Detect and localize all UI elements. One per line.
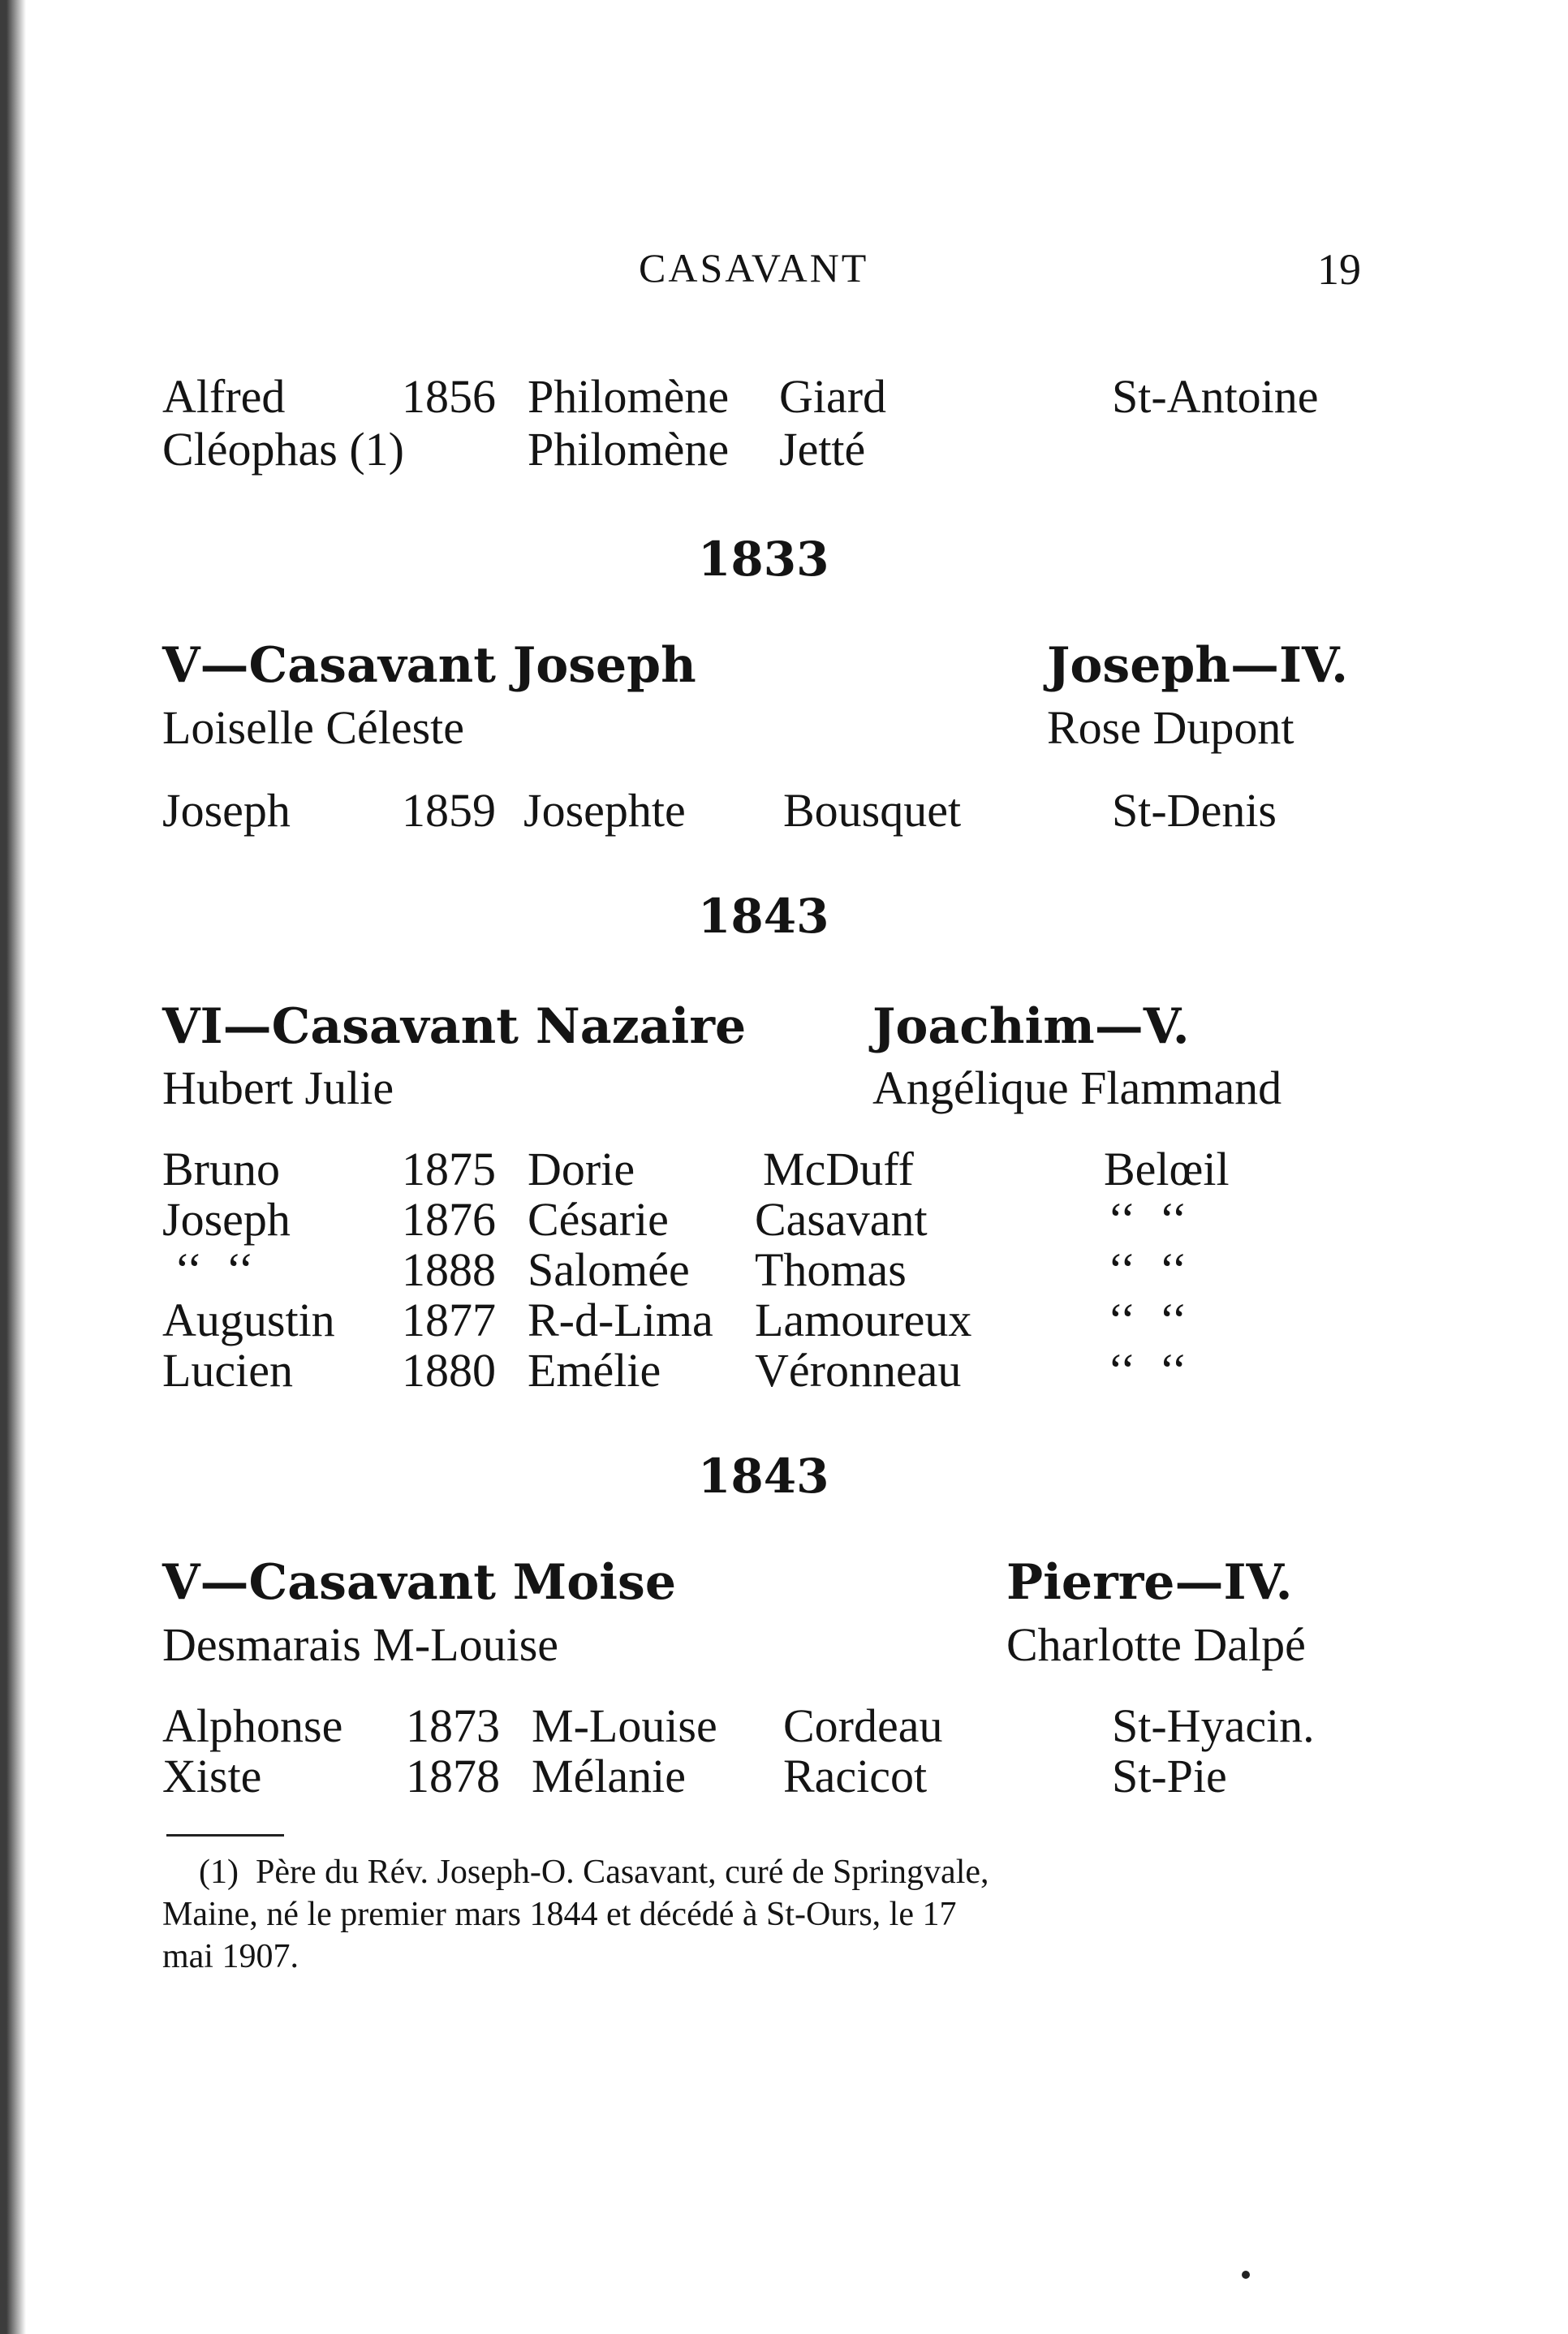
child-year: 1876 bbox=[402, 1193, 496, 1246]
child-name: Augustin bbox=[162, 1294, 335, 1346]
child-year: 1878 bbox=[406, 1750, 500, 1802]
footnote-rule bbox=[166, 1834, 284, 1837]
child-name-ditto: ‘‘ ‘‘ bbox=[174, 1243, 254, 1296]
child-year: 1888 bbox=[402, 1243, 496, 1296]
spouse-last: Racicot bbox=[783, 1750, 928, 1802]
spouse-last: Casavant bbox=[755, 1193, 928, 1246]
parish-ditto: ‘‘ ‘‘ bbox=[1108, 1243, 1187, 1296]
running-head: CASAVANT bbox=[639, 245, 869, 291]
mother-name: Rose Dupont bbox=[1047, 701, 1294, 754]
child-name: Xiste bbox=[162, 1750, 262, 1802]
child-name: Bruno bbox=[162, 1143, 280, 1195]
parish: St-Antoine bbox=[1112, 370, 1319, 423]
parish: St-Hyacin. bbox=[1112, 1699, 1315, 1752]
household-head: V—Casavant Joseph bbox=[162, 637, 696, 694]
spouse-first: Mélanie bbox=[532, 1750, 687, 1802]
spouse-first: Dorie bbox=[528, 1143, 635, 1195]
household-head: V—Casavant Moise bbox=[162, 1554, 676, 1611]
spouse-first: Philomène bbox=[528, 423, 730, 476]
footnote-line: Maine, né le premier mars 1844 et décédé à St-Ours, le 17 bbox=[162, 1896, 957, 1933]
spouse-last: Cordeau bbox=[783, 1699, 943, 1752]
page-number: 19 bbox=[1317, 245, 1361, 294]
child-name: Alphonse bbox=[162, 1699, 343, 1752]
spouse-last: Bousquet bbox=[783, 784, 962, 837]
parish-ditto: ‘‘ ‘‘ bbox=[1108, 1344, 1187, 1397]
spouse-first: M-Louise bbox=[532, 1699, 717, 1752]
section-year: 1833 bbox=[698, 532, 829, 587]
father-reference: Pierre—IV. bbox=[1006, 1554, 1293, 1611]
child-year: 1875 bbox=[402, 1143, 496, 1195]
print-speck bbox=[1242, 2271, 1250, 2279]
wife-name: Hubert Julie bbox=[162, 1061, 394, 1114]
spouse-first: Césarie bbox=[528, 1193, 669, 1246]
spouse-first: Josephte bbox=[523, 784, 686, 837]
mother-name: Charlotte Dalpé bbox=[1006, 1618, 1306, 1671]
child-year: 1877 bbox=[402, 1294, 496, 1346]
father-reference: Joachim—V. bbox=[872, 998, 1190, 1055]
parish: St-Denis bbox=[1112, 784, 1277, 837]
footnote-line: (1) Père du Rév. Joseph-O. Casavant, curé de Springvale, bbox=[199, 1854, 989, 1891]
spouse-first: Philomène bbox=[528, 370, 730, 423]
child-name: Lucien bbox=[162, 1344, 294, 1397]
parish-ditto: ‘‘ ‘‘ bbox=[1108, 1193, 1187, 1246]
section-year: 1843 bbox=[698, 1449, 829, 1504]
child-year: 1880 bbox=[402, 1344, 496, 1397]
spouse-last: Véronneau bbox=[755, 1344, 962, 1397]
child-name: Alfred bbox=[162, 370, 286, 423]
child-year: 1859 bbox=[402, 784, 496, 837]
spouse-last: Jetté bbox=[779, 423, 866, 476]
wife-name: Desmarais M-Louise bbox=[162, 1618, 559, 1671]
spouse-last: Giard bbox=[779, 370, 887, 423]
father-reference: Joseph—IV. bbox=[1047, 637, 1348, 694]
parish: St-Pie bbox=[1112, 1750, 1227, 1802]
footnote-line: mai 1907. bbox=[162, 1938, 299, 1975]
spouse-first: Salomée bbox=[528, 1243, 690, 1296]
book-spine-edge bbox=[0, 0, 32, 2334]
spouse-last: Lamoureux bbox=[755, 1294, 972, 1346]
household-head: VI—Casavant Nazaire bbox=[162, 998, 747, 1055]
child-name: Joseph bbox=[162, 1193, 291, 1246]
wife-name: Loiselle Céleste bbox=[162, 701, 465, 754]
child-year: 1856 bbox=[402, 370, 496, 423]
section-year: 1843 bbox=[698, 889, 829, 944]
child-name: Cléophas (1) bbox=[162, 423, 404, 476]
child-name: Joseph bbox=[162, 784, 291, 837]
mother-name: Angélique Flammand bbox=[872, 1061, 1282, 1114]
spouse-last: Thomas bbox=[755, 1243, 907, 1296]
parish: Belœil bbox=[1104, 1143, 1230, 1195]
child-year: 1873 bbox=[406, 1699, 500, 1752]
spouse-first: Emélie bbox=[528, 1344, 661, 1397]
spouse-first: R-d-Lima bbox=[528, 1294, 713, 1346]
parish-ditto: ‘‘ ‘‘ bbox=[1108, 1294, 1187, 1346]
spouse-last: McDuff bbox=[763, 1143, 914, 1195]
